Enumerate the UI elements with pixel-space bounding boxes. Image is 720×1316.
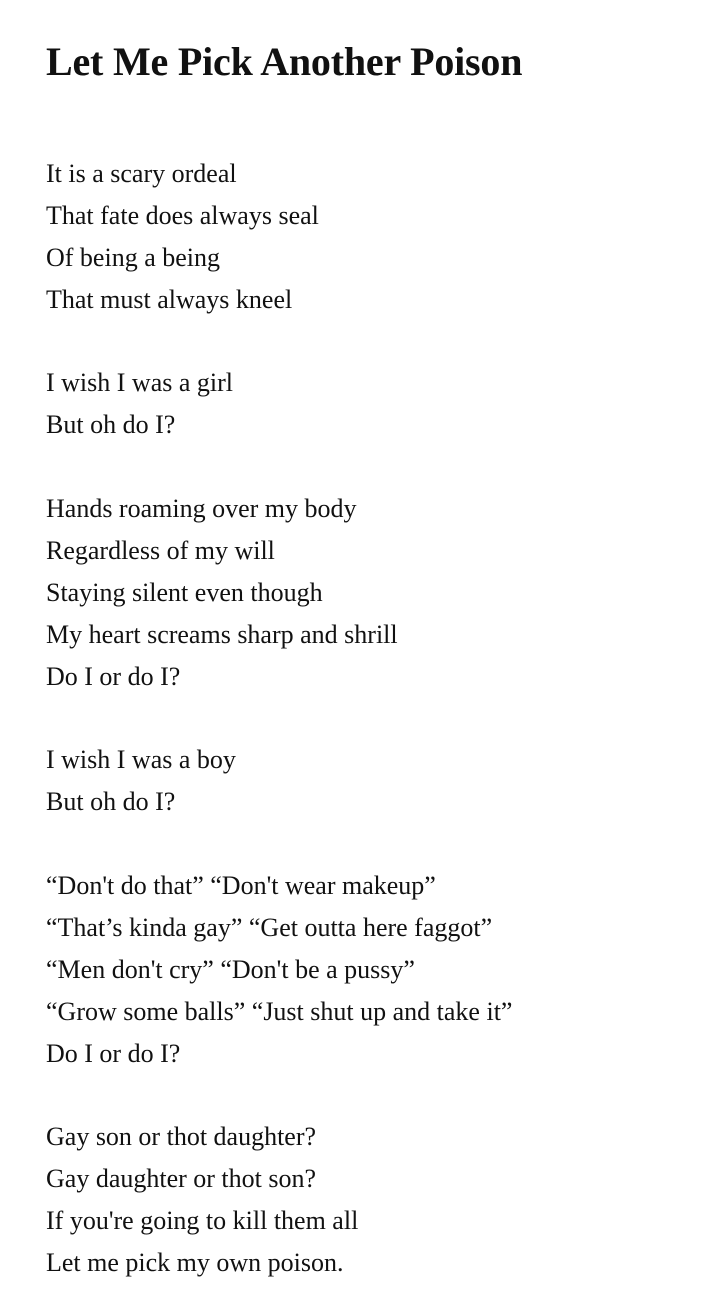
stanza-break [46,446,686,488]
stanza [46,488,686,697]
poem-line: Staying silent even though [46,577,323,607]
poem-line: I wish I was a girl [46,368,234,398]
poem-line: My heart screams sharp and shrill [46,619,398,649]
poem-line: That fate does always seal [46,200,319,230]
poem-line: Regardless of my will [46,536,275,566]
poem-line: I wish I was a boy [46,745,236,775]
poem-body [46,153,686,1284]
stanza-break [46,698,686,740]
stanza-break [46,1075,686,1117]
poem-line: Gay son or thot daughter? [46,1122,317,1152]
poem-line: That must always kneel [46,284,293,314]
poem-line: But oh do I? [46,410,176,440]
stanza [46,865,686,1074]
poem-line: Gay daughter or thot son? [46,1164,317,1194]
poem-line: Do I or do I? [46,661,181,691]
poem-line: Hands roaming over my body [46,494,357,524]
poem-line: “Men don't cry” “Don't be a pussy” [46,954,415,984]
poem-line: “That’s kinda gay” “Get outta here faggot” [46,913,493,943]
stanza [46,362,686,446]
poem-line: Let me pick my own poison. [46,1248,344,1278]
poem-line: But oh do I? [46,787,176,817]
stanza-break [46,321,686,363]
poem-line: If you're going to kill them all [46,1206,359,1236]
poem-line: Do I or do I? [46,1038,181,1068]
stanza-break [46,823,686,865]
poem-line: Of being a being [46,242,221,272]
stanza [46,153,686,321]
poem-line: “Grow some balls” “Just shut up and take it” [46,996,513,1026]
poem-title: Let Me Pick Another Poison [46,39,523,84]
stanza [46,1116,686,1284]
poem-line: “Don't do that” “Don't wear makeup” [46,871,436,901]
stanza [46,739,686,823]
poem-line: It is a scary ordeal [46,159,237,188]
